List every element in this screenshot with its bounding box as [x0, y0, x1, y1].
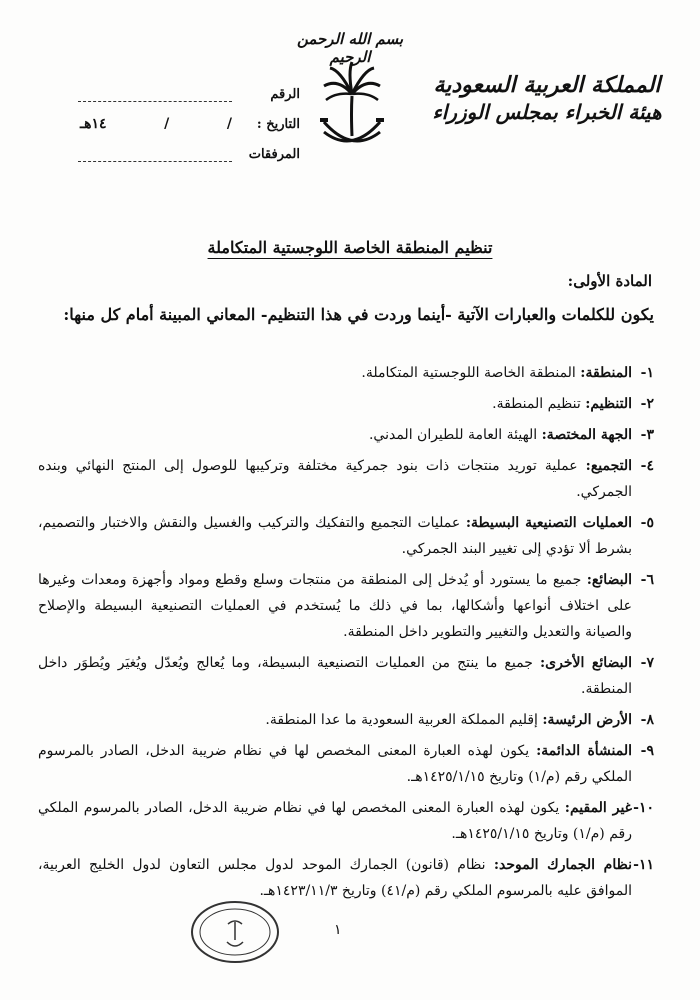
definition-number: ١- [640, 365, 654, 381]
meta-attachments-row [70, 132, 300, 162]
definition-item [38, 650, 654, 702]
definition-term: الأرض الرئيسة: [542, 712, 632, 728]
definitions-list [38, 360, 654, 909]
official-seal-icon [190, 900, 280, 964]
definition-text: يكون لهذه العبارة المعنى المخصص لها في نظام ضريبة الدخل، الصادر بالمرسوم الملكي رقم (م/١) وتاريخ ١٤٢٥/١/١٥هـ. [38, 743, 632, 785]
definition-term: البضائع الأخرى: [539, 655, 633, 671]
article-intro: يكون للكلمات والعبارات الآتية -أينما وردت في هذا التنظيم- المعاني المبينة أمام كل منها: [63, 305, 654, 324]
date-slash: / [226, 116, 232, 132]
definition-term: الجهة المختصة: [541, 427, 632, 443]
date-label: التاريخ : [256, 117, 300, 132]
definition-term: البضائع: [586, 572, 632, 588]
definition-item [38, 453, 654, 505]
definition-term: التنظيم: [585, 396, 632, 412]
article-heading: المادة الأولى: [567, 272, 652, 290]
definition-body [38, 422, 632, 448]
kingdom-name: المملكة العربية السعودية [433, 72, 661, 98]
definition-item [38, 422, 654, 448]
definition-number: ١١- [633, 857, 654, 873]
definition-term: نظام الجمارك الموحد: [493, 857, 632, 873]
definition-body [38, 795, 632, 847]
basmala-text: بسم الله الرحمن الرحيم [296, 30, 404, 66]
definition-item [38, 852, 654, 904]
definition-text: عمليات التجميع والتفكيك والتركيب والغسيل والنقش والاختبار والتصميم، بشرط ألا تؤدي إلى تغيير البند الجمركي. [38, 515, 632, 557]
definition-item [38, 795, 654, 847]
date-blanks [70, 116, 232, 132]
definition-number: ٦- [640, 572, 654, 588]
definition-number: ٥- [640, 515, 654, 531]
definition-item [38, 360, 654, 386]
definition-body [38, 567, 632, 645]
definition-number: ٧- [640, 655, 654, 671]
document-title [0, 238, 700, 257]
attachments-label: المرفقات [248, 147, 300, 162]
definition-number: ٢- [640, 396, 654, 412]
authority-name: هيئة الخبراء بمجلس الوزراء [432, 99, 662, 124]
definition-text: جميع ما يستورد أو يُدخل إلى المنطقة من منتجات وسلع وقطع ومواد وأجهزة ومعدات وغيرها على اختلاف أنواعها وأشكالها، بما في ذلك ما يُستخدم في العمليات التصنيعية البسيطة والإصلاح والصيانة والتعديل والتغيير والتطوير داخل المنطقة. [38, 572, 632, 640]
definition-body [38, 453, 632, 505]
definition-text: نظام (قانون) الجمارك الموحد لدول مجلس التعاون لدول الخليج العربية، الموافق عليه بالمرسوم الملكي رقم (م/٤١) وتاريخ ١٤٢٣/١١/٣هـ. [38, 857, 632, 899]
definition-number: ٣- [640, 427, 654, 443]
definition-number: ٤- [640, 458, 654, 474]
definition-body [38, 650, 632, 702]
saudi-emblem-icon [318, 58, 386, 158]
definition-item [38, 510, 654, 562]
definition-text: تنظيم المنطقة. [492, 396, 581, 412]
definition-body [38, 852, 632, 904]
definition-number: ٩- [640, 743, 654, 759]
definition-item [38, 567, 654, 645]
definition-body [38, 707, 632, 733]
definition-term: غير المقيم: [564, 800, 633, 816]
definition-body [38, 360, 632, 386]
definition-item [38, 738, 654, 790]
meta-number-row [70, 72, 300, 102]
number-line [78, 88, 232, 102]
attachments-line [78, 148, 232, 162]
page-number: ١ [334, 922, 342, 938]
definition-body [38, 738, 632, 790]
definition-text: عملية توريد منتجات ذات بنود جمركية مختلفة وتركيبها للوصول إلى المنتج النهائي وبنده الجمركي. [38, 458, 632, 500]
definition-text: جميع ما ينتج من العمليات التصنيعية البسيطة، وما يُعالج ويُعدّل ويُغيَر ويُطوَر داخل المنطقة. [38, 655, 632, 697]
definition-text: المنطقة الخاصة اللوجستية المتكاملة. [361, 365, 576, 381]
definition-text: الهيئة العامة للطيران المدني. [368, 427, 538, 443]
meta-date-row [70, 102, 300, 132]
definition-term: المنشأة الدائمة: [536, 743, 633, 759]
document-meta [70, 72, 300, 162]
definition-item [38, 391, 654, 417]
number-label: الرقم [270, 87, 300, 102]
definition-term: العمليات التصنيعية البسيطة: [465, 515, 633, 531]
title-text: تنظيم المنطقة الخاصة اللوجستية المتكاملة [207, 238, 493, 257]
definition-term: التجميع: [585, 458, 633, 474]
definition-item [38, 707, 654, 733]
definition-text: إقليم المملكة العربية السعودية ما عدا المنطقة. [265, 712, 538, 728]
letterhead-kingdom [422, 72, 672, 125]
definition-text: يكون لهذه العبارة المعنى المخصص لها في نظام ضريبة الدخل، الصادر بالمرسوم الملكي رقم (م/١) وتاريخ ١٤٢٥/١/١٥هـ. [38, 800, 632, 842]
date-slash: / [164, 116, 170, 132]
date-suffix: ١٤هـ [80, 116, 107, 132]
definition-term: المنطقة: [580, 365, 632, 381]
definition-number: ١٠- [633, 800, 654, 816]
definition-body [38, 391, 632, 417]
definition-number: ٨- [640, 712, 654, 728]
definition-body [38, 510, 632, 562]
